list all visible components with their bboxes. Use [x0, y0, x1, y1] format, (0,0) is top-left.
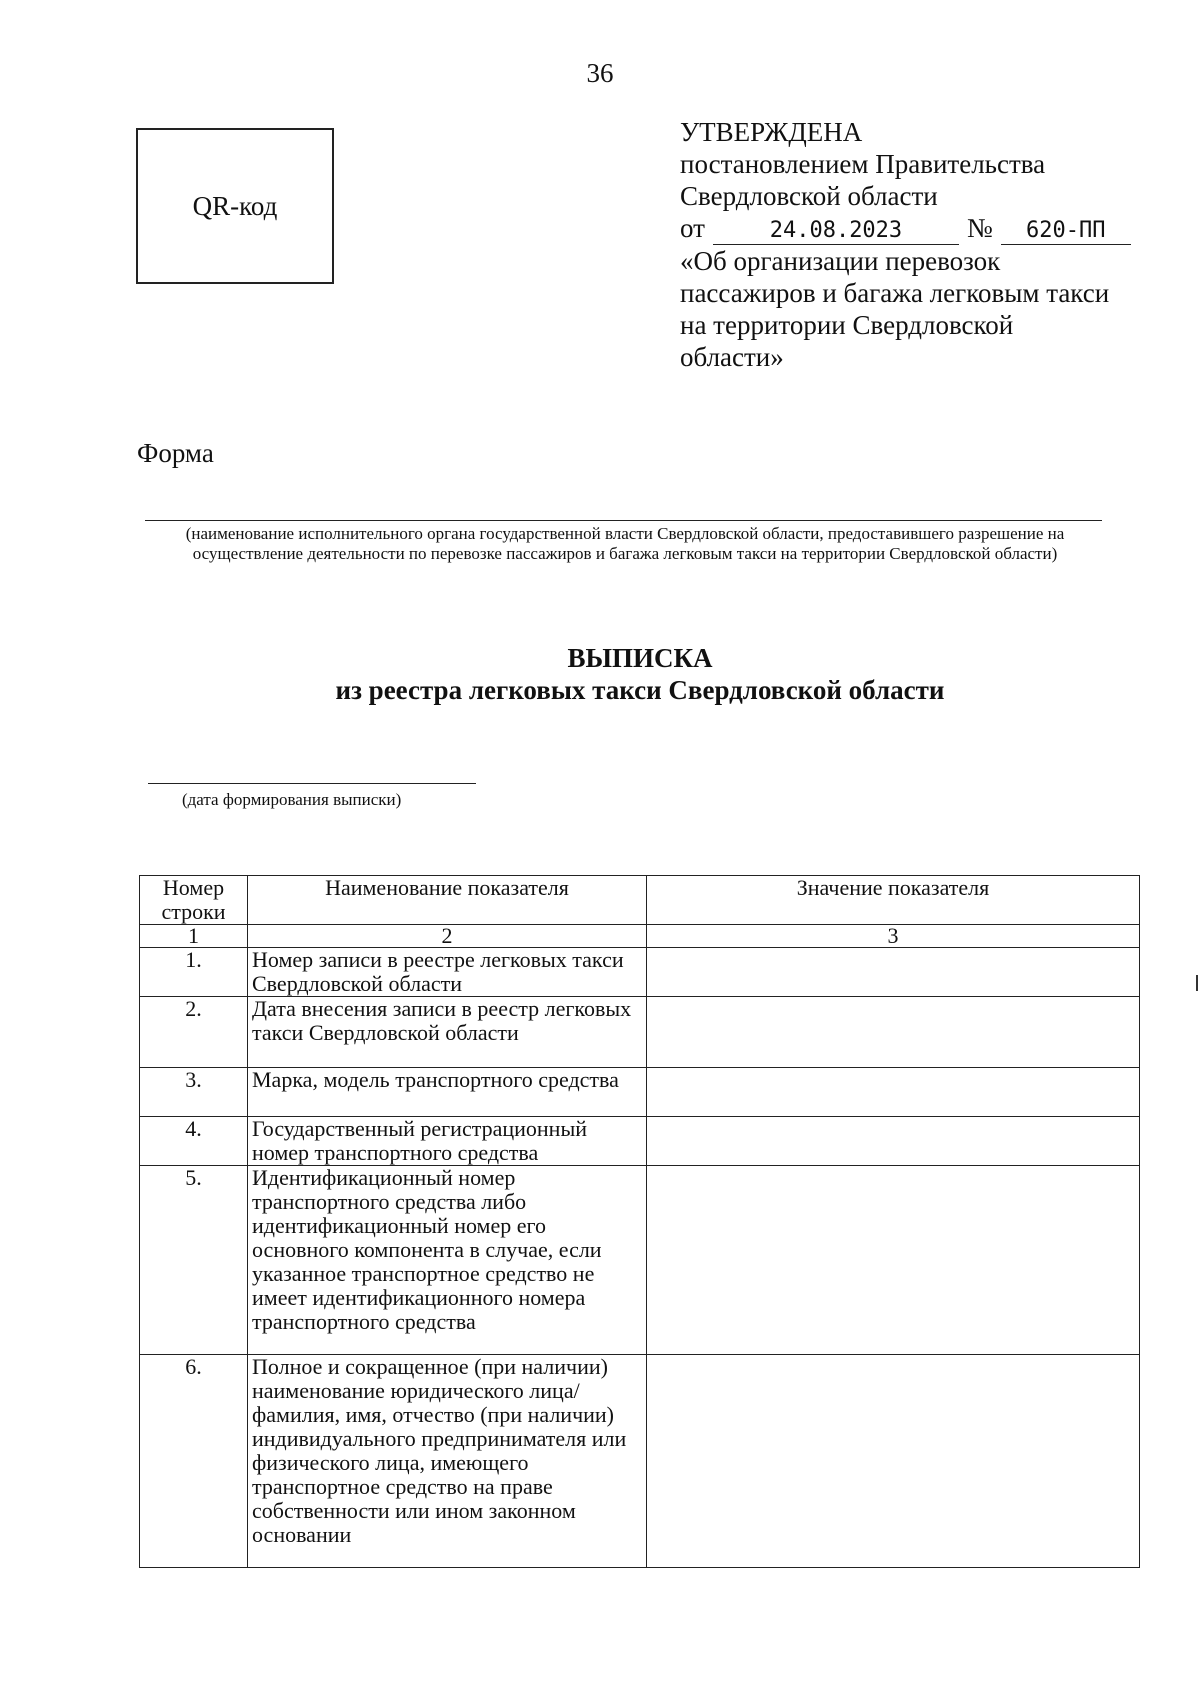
- row-indicator-value[interactable]: [647, 1355, 1140, 1568]
- row-number: 1.: [140, 948, 248, 997]
- row-indicator-name: Дата внесения записи в реестр легковых такси Свердловской области: [248, 997, 647, 1068]
- table-row: [140, 1355, 1140, 1568]
- row-indicator-name: Марка, модель транспортного средства: [248, 1068, 647, 1117]
- row-indicator-name: Полное и сокращенное (при наличии) наименование юридического лица/фамилия, имя, отчество (при наличии) индивидуального предпринимателя или физического лица, имеющего транспортное средство на праве собственности или ином законном основании: [248, 1355, 647, 1568]
- approval-date-number-line: [680, 212, 1180, 245]
- column-number: 2: [248, 925, 647, 948]
- date-caption: (дата формирования выписки): [182, 790, 402, 809]
- row-number: 4.: [140, 1117, 248, 1166]
- document-subtitle: из реестра легковых такси Свердловской области: [335, 675, 945, 705]
- org-name-caption: (наименование исполнительного органа государственной власти Свердловской области, предоставившего разрешение на осуществление деятельности по перевозке пассажиров и багажа легковым такси на территории Свердловской области): [185, 524, 1065, 563]
- table-row: [140, 1166, 1140, 1355]
- table-row: [140, 1068, 1140, 1117]
- table-row: [140, 948, 1140, 997]
- approval-from-label: от: [680, 213, 705, 243]
- table-row: [140, 997, 1140, 1068]
- registry-table: [139, 875, 1140, 1568]
- approval-title-line: пассажиров и багажа легковым такси: [680, 278, 1110, 308]
- table-row: [140, 1117, 1140, 1166]
- column-number: 3: [647, 925, 1140, 948]
- approval-block: [680, 116, 1180, 373]
- qr-code-placeholder: [136, 128, 334, 284]
- row-indicator-name: Идентификационный номер транспортного средства либо идентификационный номер его основного компонента в случае, если указанное транспортное средство не имеет идентификационного номера транспортного средства: [248, 1166, 647, 1355]
- approval-number: 620-ПП: [1001, 218, 1131, 245]
- column-number: 1: [140, 925, 248, 948]
- row-indicator-value[interactable]: [647, 997, 1140, 1068]
- header-row-number: Номер строки: [140, 876, 248, 925]
- row-number: 6.: [140, 1355, 248, 1568]
- row-number: 3.: [140, 1068, 248, 1117]
- row-indicator-name: Номер записи в реестре легковых такси Свердловской области: [248, 948, 647, 997]
- header-indicator-name: Наименование показателя: [248, 876, 647, 925]
- row-indicator-value[interactable]: [647, 1117, 1140, 1166]
- qr-code-label: QR-код: [192, 190, 278, 221]
- row-indicator-value[interactable]: [647, 1166, 1140, 1355]
- header-indicator-value: Значение показателя: [647, 876, 1140, 925]
- approval-line-decree: постановлением Правительства: [680, 149, 1046, 179]
- approval-date: 24.08.2023: [713, 218, 959, 245]
- approval-number-label: №: [966, 213, 993, 243]
- scan-edge-mark: [1196, 975, 1198, 991]
- date-fill-line: [148, 783, 476, 784]
- table-column-numbers-row: [140, 925, 1140, 948]
- approval-title-line: на территории Свердловской: [680, 310, 1014, 340]
- form-label: Форма: [137, 438, 214, 468]
- approval-title-line: «Об организации перевозок: [680, 246, 1001, 276]
- document-title: ВЫПИСКА: [567, 643, 713, 673]
- table-header-row: [140, 876, 1140, 925]
- page-number: 36: [586, 58, 614, 88]
- approval-title-line: области»: [680, 342, 784, 372]
- row-number: 2.: [140, 997, 248, 1068]
- approval-heading: УТВЕРЖДЕНА: [680, 117, 863, 147]
- row-indicator-value[interactable]: [647, 1068, 1140, 1117]
- approval-line-region: Свердловской области: [680, 181, 938, 211]
- row-number: 5.: [140, 1166, 248, 1355]
- row-indicator-value[interactable]: [647, 948, 1140, 997]
- org-name-fill-line: [145, 520, 1102, 521]
- row-indicator-name: Государственный регистрационный номер транспортного средства: [248, 1117, 647, 1166]
